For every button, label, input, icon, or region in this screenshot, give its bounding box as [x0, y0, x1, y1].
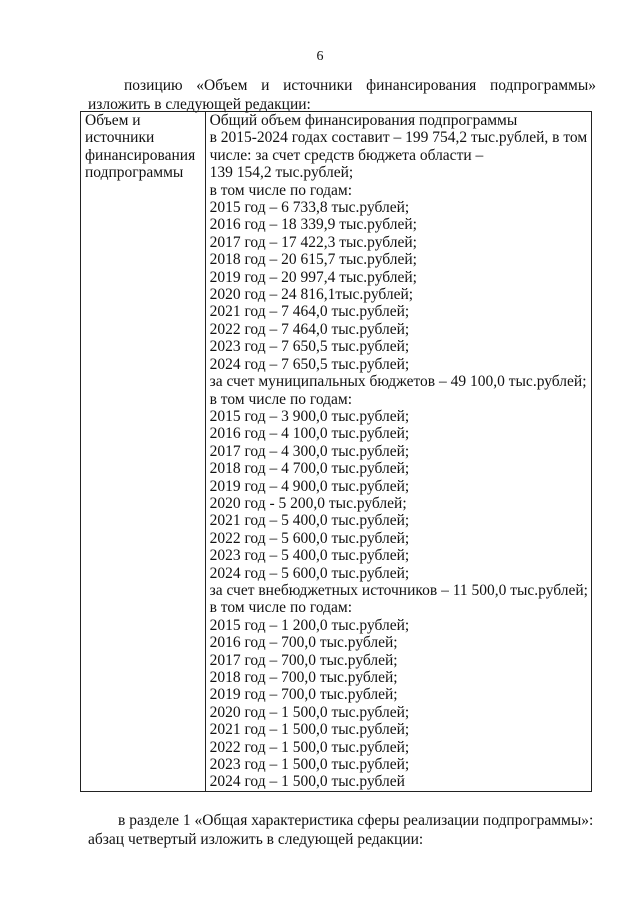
- content-line: за счет муниципальных бюджетов – 49 100,0 тыс.рублей;: [209, 373, 587, 391]
- content-line: 2016 год – 700,0 тыс.рублей;: [209, 634, 398, 652]
- label-line: финансирования: [85, 146, 196, 164]
- content-line: 2016 год – 4 100,0 тыс.рублей;: [209, 425, 410, 443]
- content-line: 2020 год – 1 500,0 тыс.рублей;: [209, 703, 410, 721]
- content-line: 2017 год – 17 422,3 тыс.рублей;: [209, 233, 417, 251]
- label-line: Объем и: [85, 112, 141, 129]
- content-line: 2015 год – 6 733,8 тыс.рублей;: [209, 199, 410, 217]
- content-line: в том числе по годам:: [209, 599, 353, 617]
- label-line: подпрограммы: [85, 164, 184, 182]
- content-line: 2022 год – 5 600,0 тыс.рублей;: [209, 529, 410, 547]
- table-label-cell: [81, 112, 206, 792]
- table-content-cell: [205, 112, 591, 792]
- content-line: 2018 год – 4 700,0 тыс.рублей;: [209, 460, 410, 478]
- content-line: в том числе по годам:: [209, 181, 353, 199]
- content-line: 2021 год – 1 500,0 тыс.рублей;: [209, 721, 410, 739]
- outro-paragraph: [88, 811, 598, 849]
- content-line: 2022 год – 1 500,0 тыс.рублей;: [209, 738, 410, 756]
- outro-line-1: в разделе 1 «Общая характеристика сферы реализации подпрограммы»:: [118, 812, 594, 829]
- content-line: 2024 год – 7 650,5 тыс.рублей;: [209, 355, 410, 373]
- content-line: 2023 год – 5 400,0 тыс.рублей;: [209, 547, 410, 565]
- content-line: 2016 год – 18 339,9 тыс.рублей;: [209, 216, 417, 234]
- intro-line-1: позицию «Объем и источники финансирования подпрограммы»: [124, 77, 596, 94]
- content-line: 139 154,2 тыс.рублей;: [209, 164, 354, 182]
- outro-line-2: абзац четвертый изложить в следующей редакции:: [88, 831, 424, 848]
- content-line: 2024 год – 5 600,0 тыс.рублей;: [209, 564, 410, 582]
- label-line: источники: [85, 129, 155, 147]
- content-line: 2021 год – 5 400,0 тыс.рублей;: [209, 512, 410, 530]
- content-line: 2024 год – 1 500,0 тыс.рублей: [209, 773, 405, 791]
- content-line: в том числе по годам:: [209, 390, 353, 408]
- financing-table: [80, 111, 592, 792]
- content-line: 2021 год – 7 464,0 тыс.рублей;: [209, 303, 410, 321]
- content-line: 2015 год – 1 200,0 тыс.рублей;: [209, 616, 410, 634]
- content-line: 2020 год – 24 816,1тыс.рублей;: [209, 286, 414, 304]
- content-line: 2023 год – 1 500,0 тыс.рублей;: [209, 756, 410, 774]
- content-line: 2019 год – 20 997,4 тыс.рублей;: [209, 268, 417, 286]
- intro-line-2: изложить в следующей редакции:: [88, 96, 311, 113]
- content-line: 2020 год - 5 200,0 тыс.рублей;: [209, 494, 407, 512]
- page-number: 6: [316, 49, 324, 64]
- content-line: 2017 год – 700,0 тыс.рублей;: [209, 651, 398, 669]
- content-line: Общий объем финансирования подпрограммы: [209, 112, 518, 129]
- content-line: 2018 год – 20 615,7 тыс.рублей;: [209, 251, 417, 269]
- content-line: 2023 год – 7 650,5 тыс.рублей;: [209, 338, 410, 356]
- intro-paragraph: [88, 76, 596, 114]
- content-line: числе: за счет средств бюджета области –: [209, 146, 484, 164]
- content-line: 2017 год – 4 300,0 тыс.рублей;: [209, 442, 410, 460]
- content-line: 2015 год – 3 900,0 тыс.рублей;: [209, 407, 410, 425]
- content-line: 2019 год – 700,0 тыс.рублей;: [209, 686, 398, 704]
- content-line: 2018 год – 700,0 тыс.рублей;: [209, 669, 398, 686]
- content-line: 2022 год – 7 464,0 тыс.рублей;: [209, 320, 410, 338]
- financing-row: [81, 112, 592, 792]
- content-line: за счет внебюджетных источников – 11 500,0 тыс.рублей;: [209, 581, 588, 599]
- content-line: в 2015-2024 годах составит – 199 754,2 тыс.рублей, в том: [209, 129, 588, 147]
- content-line: 2019 год – 4 900,0 тыс.рублей;: [209, 477, 410, 495]
